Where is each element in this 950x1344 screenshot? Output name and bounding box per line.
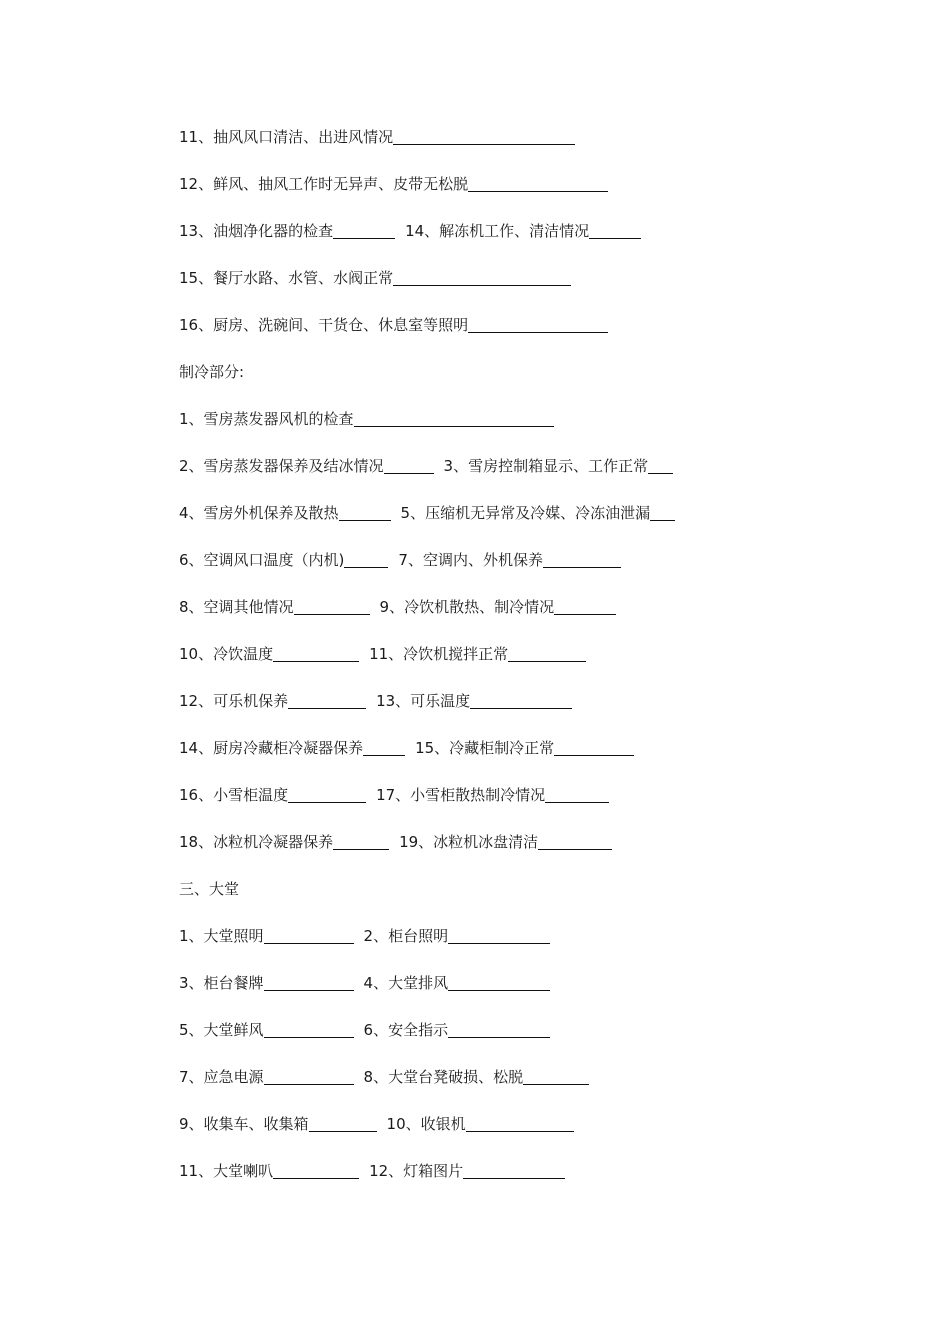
answer-blank[interactable]	[448, 1017, 550, 1038]
answer-blank[interactable]	[264, 1064, 354, 1085]
answer-blank[interactable]	[463, 1158, 565, 1179]
checklist-line	[179, 970, 550, 996]
answer-blank[interactable]	[466, 1111, 574, 1132]
checklist-line	[179, 265, 571, 291]
answer-blank[interactable]	[354, 406, 554, 427]
item-label: 4、大堂排风	[363, 974, 449, 992]
item-label: 7、空调内、外机保养	[398, 551, 543, 569]
checklist-line	[179, 735, 634, 761]
checklist-line	[179, 782, 609, 808]
answer-blank[interactable]	[393, 124, 575, 145]
item-label: 6、安全指示	[363, 1021, 449, 1039]
answer-blank[interactable]	[468, 171, 608, 192]
answer-blank[interactable]	[589, 218, 641, 239]
item-label: 11、抽风风口清洁、出进风情况	[179, 128, 394, 146]
item-label: 12、鲜风、抽风工作时无异声、皮带无松脱	[179, 175, 469, 193]
answer-blank[interactable]	[648, 453, 673, 474]
answer-blank[interactable]	[333, 829, 389, 850]
section-heading-lobby: 三、大堂	[179, 880, 240, 898]
item-label: 16、小雪柜温度	[179, 786, 289, 804]
item-label: 10、冷饮温度	[179, 645, 274, 663]
item-label: 7、应急电源	[179, 1068, 264, 1086]
item-label: 18、冰粒机冷凝器保养	[179, 833, 334, 851]
checklist-line	[179, 1064, 589, 1090]
answer-blank[interactable]	[288, 782, 366, 803]
item-label: 9、收集车、收集箱	[179, 1115, 309, 1133]
item-label: 13、可乐温度	[376, 692, 471, 710]
checklist-line	[179, 500, 675, 526]
answer-blank[interactable]	[468, 312, 608, 333]
checklist-line	[179, 1158, 565, 1184]
item-label: 10、收银机	[386, 1115, 466, 1133]
checklist-line	[179, 171, 608, 197]
answer-blank[interactable]	[273, 1158, 359, 1179]
section-heading-refrigeration: 制冷部分:	[179, 363, 245, 381]
answer-blank[interactable]	[448, 923, 550, 944]
item-label: 8、大堂台凳破损、松脱	[363, 1068, 524, 1086]
item-label: 11、大堂喇叭	[179, 1162, 274, 1180]
checklist-line	[179, 1111, 574, 1137]
answer-blank[interactable]	[273, 641, 359, 662]
checklist-line	[179, 312, 608, 338]
answer-blank[interactable]	[339, 500, 391, 521]
answer-blank[interactable]	[523, 1064, 589, 1085]
item-label: 16、厨房、洗碗间、干货仓、休息室等照明	[179, 316, 469, 334]
answer-blank[interactable]	[264, 923, 354, 944]
answer-blank[interactable]	[333, 218, 395, 239]
checklist-line	[179, 453, 673, 479]
checklist-line	[179, 547, 621, 573]
answer-blank[interactable]	[543, 547, 621, 568]
checklist-line	[179, 923, 550, 949]
item-label: 2、柜台照明	[363, 927, 449, 945]
answer-blank[interactable]	[264, 1017, 354, 1038]
item-label: 17、小雪柜散热制冷情况	[376, 786, 546, 804]
item-label: 14、解冻机工作、清洁情况	[405, 222, 590, 240]
checklist-line	[179, 688, 572, 714]
item-label: 15、餐厅水路、水管、水阀正常	[179, 269, 394, 287]
answer-blank[interactable]	[393, 265, 571, 286]
answer-blank[interactable]	[448, 970, 550, 991]
answer-blank[interactable]	[344, 547, 388, 568]
item-label: 15、冷藏柜制冷正常	[415, 739, 555, 757]
item-label: 3、柜台餐牌	[179, 974, 264, 992]
checklist-line	[179, 218, 641, 244]
item-label: 8、空调其他情况	[179, 598, 294, 616]
item-label: 6、空调风口温度（内机)	[179, 551, 345, 569]
answer-blank[interactable]	[508, 641, 586, 662]
item-label: 19、冰粒机冰盘清洁	[399, 833, 539, 851]
answer-blank[interactable]	[538, 829, 612, 850]
checklist-line	[179, 406, 554, 432]
item-label: 4、雪房外机保养及散热	[179, 504, 339, 522]
item-label: 12、灯箱图片	[369, 1162, 464, 1180]
item-label: 9、冷饮机散热、制冷情况	[379, 598, 555, 616]
answer-blank[interactable]	[384, 453, 434, 474]
answer-blank[interactable]	[650, 500, 675, 521]
item-label: 12、可乐机保养	[179, 692, 289, 710]
item-label: 14、厨房冷藏柜冷凝器保养	[179, 739, 364, 757]
checklist-line	[179, 1017, 550, 1043]
answer-blank[interactable]	[264, 970, 354, 991]
item-label: 3、雪房控制箱显示、工作正常	[443, 457, 649, 475]
answer-blank[interactable]	[470, 688, 572, 709]
checklist-line	[179, 594, 616, 620]
answer-blank[interactable]	[309, 1111, 377, 1132]
checklist-line	[179, 124, 575, 150]
answer-blank[interactable]	[545, 782, 609, 803]
item-label: 11、冷饮机搅拌正常	[369, 645, 509, 663]
checklist-line	[179, 829, 612, 855]
item-label: 2、雪房蒸发器保养及结冰情况	[179, 457, 384, 475]
item-label: 5、大堂鲜风	[179, 1021, 264, 1039]
item-label: 1、大堂照明	[179, 927, 264, 945]
item-label: 13、油烟净化器的检查	[179, 222, 334, 240]
checklist-line	[179, 641, 586, 667]
answer-blank[interactable]	[554, 594, 616, 615]
answer-blank[interactable]	[294, 594, 370, 615]
answer-blank[interactable]	[288, 688, 366, 709]
answer-blank[interactable]	[363, 735, 405, 756]
item-label: 5、压缩机无异常及冷媒、冷冻油泄漏	[400, 504, 651, 522]
answer-blank[interactable]	[554, 735, 634, 756]
item-label: 1、雪房蒸发器风机的检查	[179, 410, 354, 428]
